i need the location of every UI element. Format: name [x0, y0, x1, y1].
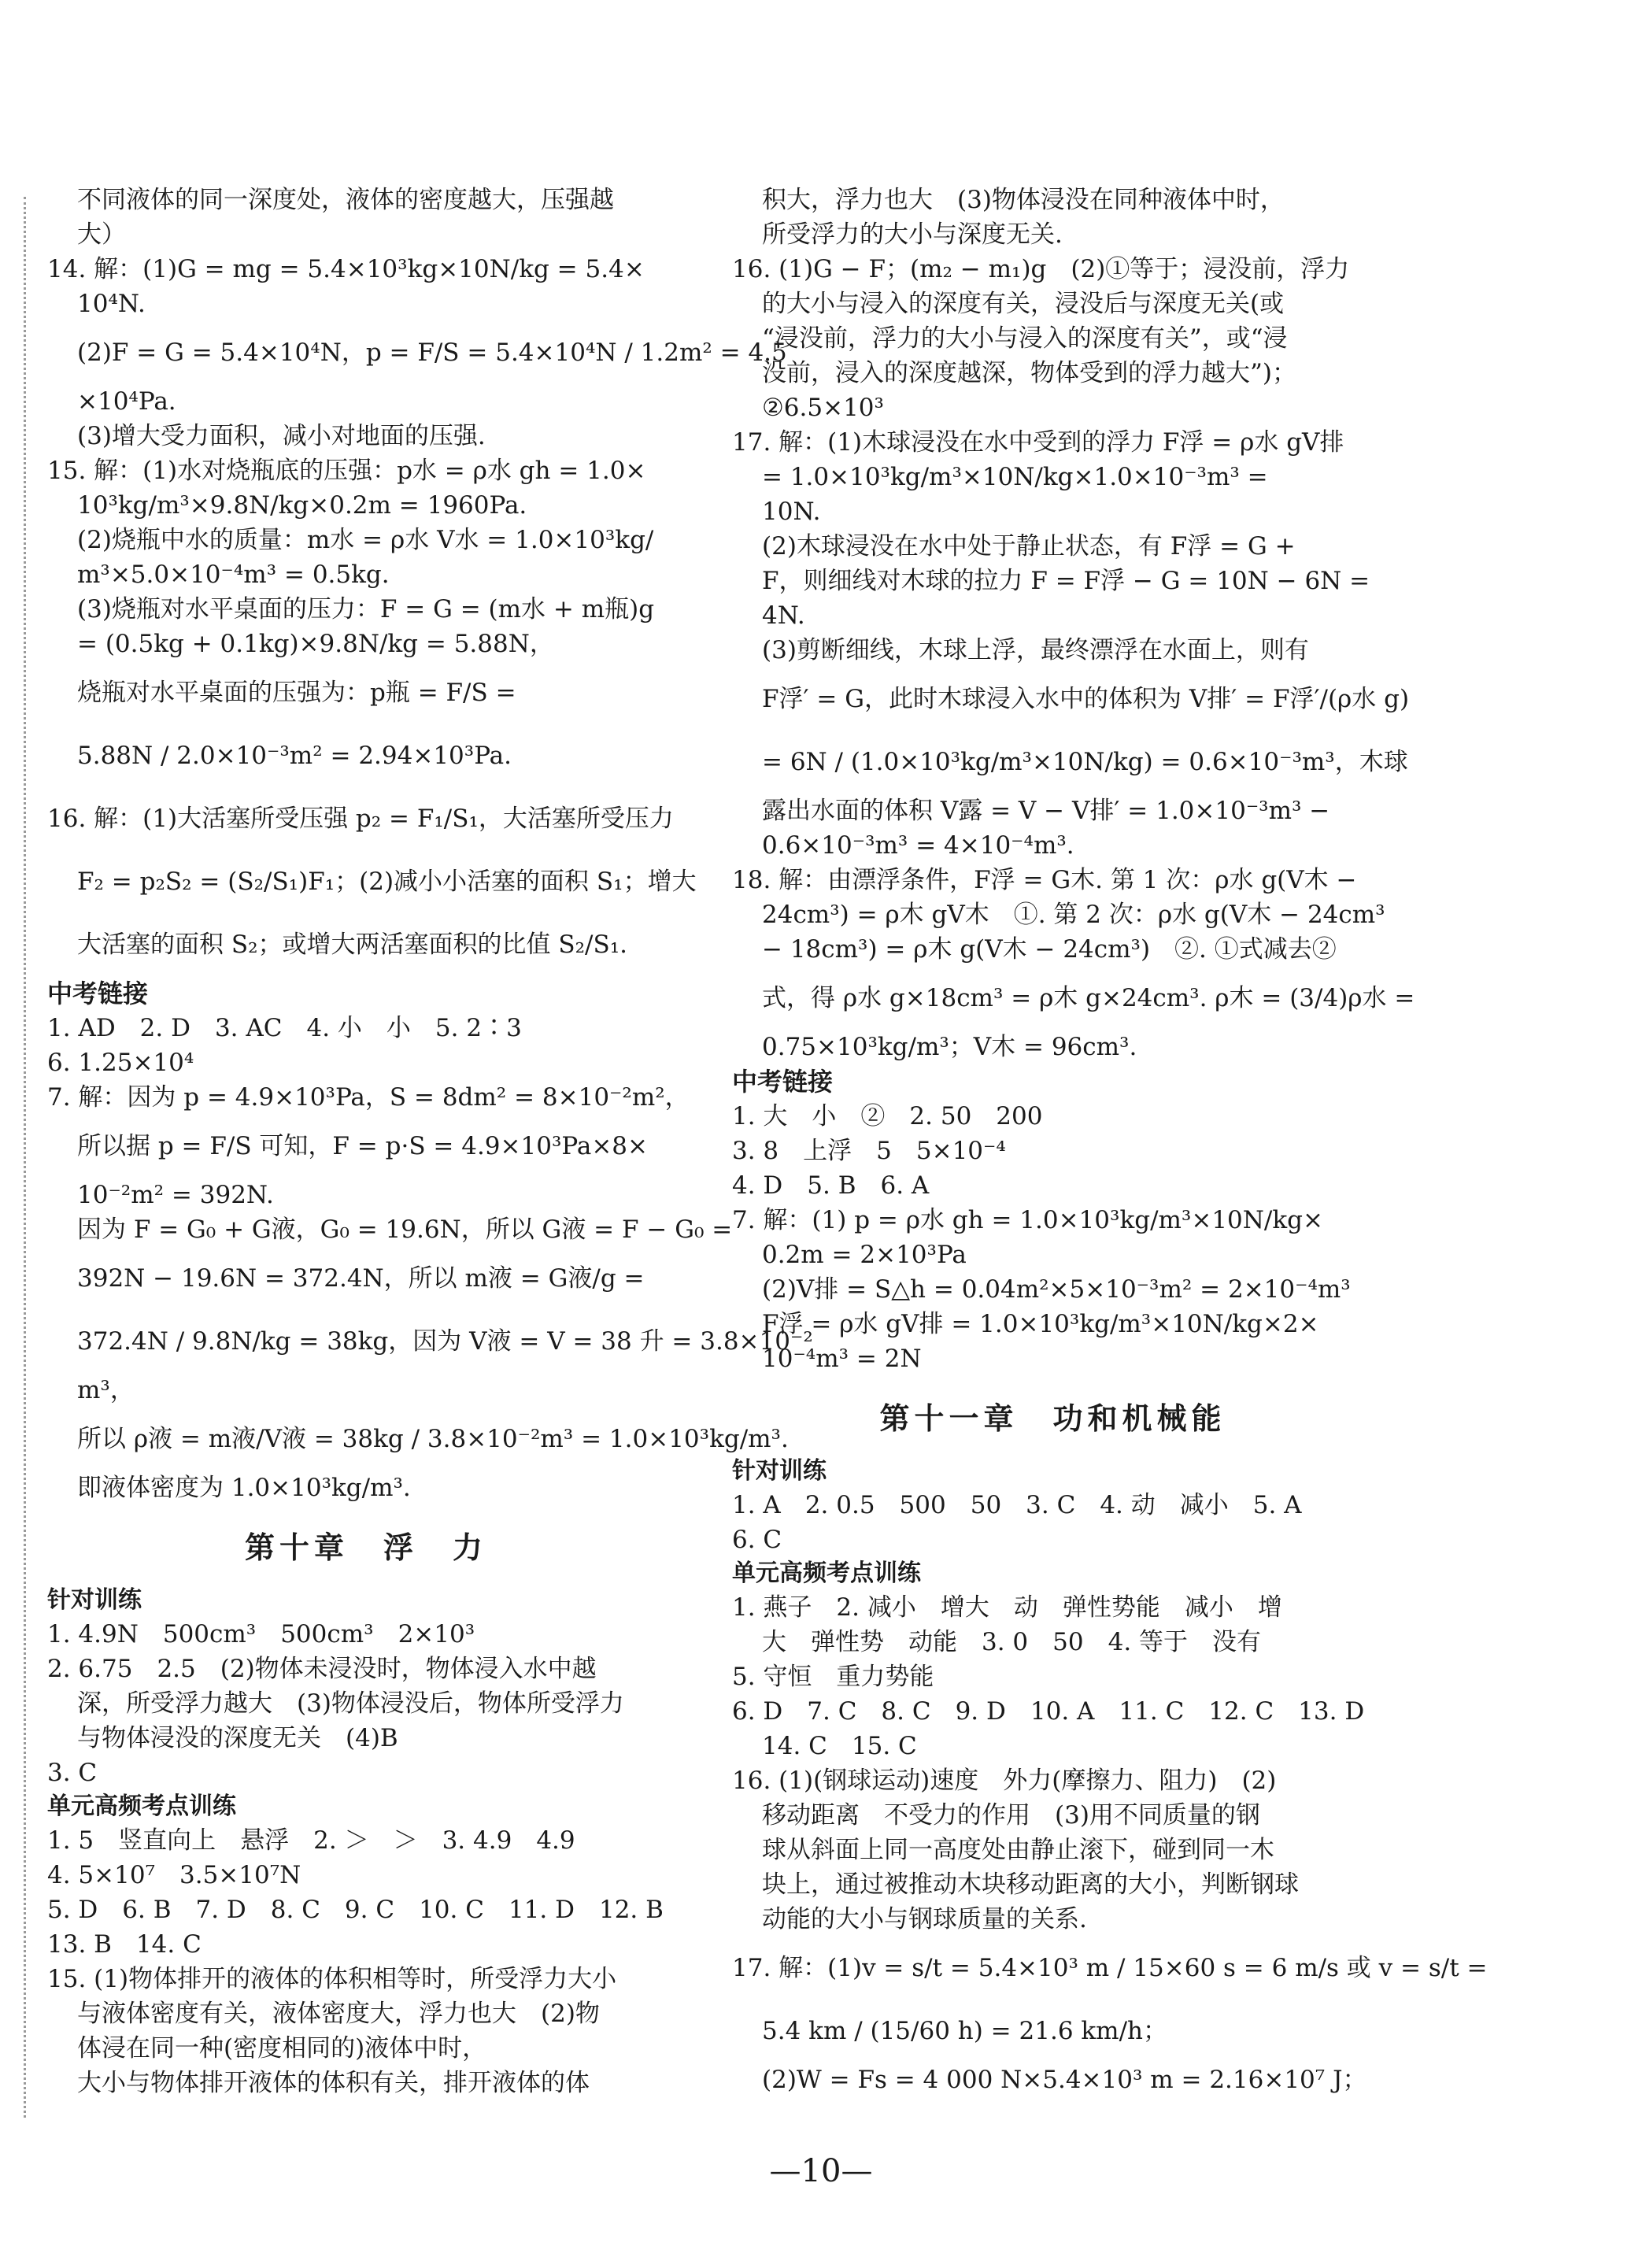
text-line: 3. C: [47, 1759, 98, 1787]
section-heading: 针对训练: [47, 1586, 142, 1614]
formula-line: F₂ = p₂S₂ = (S₂/S₁)F₁；(2)减小小活塞的面积 S₁；增大: [77, 868, 697, 896]
page-number: —10—: [769, 2153, 873, 2189]
text-line: 1. AD 2. D 3. AC 4. 小 小 5. 2∶3: [47, 1014, 522, 1042]
text-line: (3)剪断细线，木球上浮，最终漂浮在水面上，则有: [762, 636, 1309, 664]
text-line: “浸没前，浮力的大小与浸入的深度有关”，或“浸: [762, 324, 1288, 353]
text-line: 因为 F = G₀ + G液，G₀ = 19.6N，所以 G液 = F − G₀ =: [77, 1215, 733, 1244]
text-line: m³×5.0×10⁻⁴m³ = 0.5kg.: [77, 561, 390, 589]
text-line: 即液体密度为 1.0×10³kg/m³.: [77, 1474, 411, 1502]
answer-7-pressure: 7. 解：(1) p = ρ水 gh = 1.0×10³kg/m³×10N/kg×: [732, 1206, 1323, 1234]
text-line: 不同液体的同一深度处，液体的密度越大，压强越: [77, 186, 614, 214]
text-line: 露出水面的体积 V露 = V − V排′ = 1.0×10⁻³m³ −: [762, 797, 1330, 825]
section-heading: 单元高频考点训练: [732, 1559, 921, 1587]
text-line: 5. D 6. B 7. D 8. C 9. C 10. C 11. D 12. B: [47, 1896, 664, 1924]
text-line: F浮 = ρ水 gV排 = 1.0×10³kg/m³×10N/kg×2×: [762, 1310, 1319, 1338]
text-line: 没前，浸入的深度越深，物体受到的浮力越大”)；: [762, 359, 1296, 387]
text-line: 13. B 14. C: [47, 1930, 202, 1959]
text-line: = (0.5kg + 0.1kg)×9.8N/kg = 5.88N，: [77, 630, 554, 658]
answer-15-floating: 15. (1)物体排开的液体的体积相等时，所受浮力大小: [47, 1965, 617, 1993]
text-line: 0.6×10⁻³m³ = 4×10⁻⁴m³.: [762, 831, 1074, 860]
text-line: 0.75×10³kg/m³；V木 = 96cm³.: [762, 1033, 1137, 1061]
formula-line: 5.4 km / (15/60 h) = 21.6 km/h；: [762, 2017, 1167, 2045]
text-line: 大）: [77, 220, 126, 249]
right-column: [732, 183, 1488, 2097]
formula-line: 372.4N / 9.8N/kg = 38kg，因为 V液 = V = 38 升 = 3.8×10⁻²: [77, 1327, 813, 1356]
text-line: 0.2m = 2×10³Pa: [762, 1241, 967, 1269]
text-line: 深，所受浮力越大 (3)物体浸没后，物体所受浮力: [77, 1689, 624, 1718]
text-line: 1. 燕子 2. 减小 增大 动 弹性势能 减小 增: [732, 1593, 1282, 1622]
text-line: 1. 大 小 ② 2. 50 200: [732, 1102, 1043, 1130]
column-divider: [24, 197, 26, 2118]
formula-line: (2)F = G = 5.4×10⁴N，p = F/S = 5.4×10⁴N / 1.2m² = 4.5: [77, 339, 787, 367]
text-line: 3. 8 上浮 5 5×10⁻⁴: [732, 1137, 1006, 1165]
text-line: 14. C 15. C: [762, 1732, 917, 1760]
text-line: (2)W = Fs = 4 000 N×5.4×10³ m = 2.16×10⁷ J；: [762, 2066, 1367, 2094]
text-line: 6. 1.25×10⁴: [47, 1049, 194, 1077]
formula-line: 所以据 p = F/S 可知，F = p·S = 4.9×10³Pa×8×: [77, 1132, 649, 1160]
chapter-title: 第十一章 功和机械能: [879, 1401, 1226, 1436]
text-line: 10³kg/m³×9.8N/kg×0.2m = 1960Pa.: [77, 491, 527, 520]
answer-17-work: 17. 解：(1)v = s/t = 5.4×10³ m / 15×60 s = 6 m/s 或 v = s/t =: [732, 1954, 1488, 1982]
text-line: (3)增大受力面积，减小对地面的压强.: [77, 422, 486, 450]
text-line: 2. 6.75 2.5 (2)物体未浸没时，物体浸入水中越: [47, 1655, 597, 1683]
text-line: 大 弹性势 动能 3. 0 50 4. 等于 没有: [762, 1628, 1262, 1656]
text-line: 块上，通过被推动木块移动距离的大小，判断钢球: [762, 1870, 1299, 1899]
text-line: 与液体密度有关，液体密度大，浮力也大 (2)物: [77, 2000, 600, 2028]
text-line: − 18cm³) = ρ木 g(V木 − 24cm³) ②. ①式减去②: [762, 935, 1337, 964]
formula-line: 392N − 19.6N = 372.4N，所以 m液 = G液/g =: [77, 1264, 645, 1293]
text-line: 大小与物体排开液体的体积有关，排开液体的体: [77, 2069, 590, 2097]
formula-line: 5.88N / 2.0×10⁻³m² = 2.94×10³Pa.: [77, 742, 512, 770]
text-line: 4. D 5. B 6. A: [732, 1171, 930, 1200]
text-line: 24cm³) = ρ木 gV木 ①. 第 2 次：ρ水 g(V木 − 24cm³: [762, 901, 1385, 929]
formula-line: 所以 ρ液 = m液/V液 = 38kg / 3.8×10⁻²m³ = 1.0×10³kg/m³.: [77, 1425, 789, 1453]
text-line: 1. 5 竖直向上 悬浮 2. ＞ ＞ 3. 4.9 4.9: [47, 1826, 575, 1855]
text-line: = 1.0×10³kg/m³×10N/kg×1.0×10⁻³m³ =: [762, 463, 1268, 491]
text-line: (2)V排 = S△h = 0.04m²×5×10⁻³m² = 2×10⁻⁴m³: [762, 1275, 1351, 1304]
text-line: 1. 4.9N 500cm³ 500cm³ 2×10³: [47, 1620, 475, 1648]
text-line: F，则细线对木球的拉力 F = F浮 − G = 10N − 6N =: [762, 567, 1370, 595]
text-line: 10⁴N.: [77, 290, 146, 318]
text-line: (2)木球浸没在水中处于静止状态，有 F浮 = G +: [762, 532, 1296, 561]
text-line: 5. 守恒 重力势能: [732, 1663, 934, 1691]
formula-line: 烧瓶对水平桌面的压强为：p瓶 = F/S =: [77, 679, 516, 707]
answer-18: 18. 解：由漂浮条件，F浮 = G木. 第 1 次：ρ水 g(V木 −: [732, 866, 1357, 894]
text-line: 积大，浮力也大 (3)物体浸没在同种液体中时，: [762, 186, 1285, 214]
text-line: 体浸在同一种(密度相同的)液体中时，: [77, 2034, 487, 2063]
answer-16-energy: 16. (1)(钢球运动)速度 外力(摩擦力、阻力) (2): [732, 1767, 1277, 1795]
text-line: m³，: [77, 1376, 135, 1404]
text-line: 的大小与浸入的深度有关，浸没后与深度无关(或: [762, 290, 1285, 318]
text-line: 所受浮力的大小与深度无关.: [762, 220, 1063, 249]
formula-line: = 6N / (1.0×10³kg/m³×10N/kg) = 0.6×10⁻³m³，木球: [762, 748, 1408, 776]
text-line: ②6.5×10³: [762, 394, 884, 422]
text-line: 10⁻⁴m³ = 2N: [762, 1345, 922, 1373]
section-heading: 单元高频考点训练: [47, 1793, 236, 1820]
section-heading: 针对训练: [732, 1457, 827, 1485]
formula-line: 大活塞的面积 S₂；或增大两活塞面积的比值 S₂/S₁.: [77, 931, 627, 959]
text-line: 球从斜面上同一高度处由静止滚下，碰到同一木: [762, 1836, 1274, 1864]
chapter-title: 第十章 浮 力: [244, 1530, 487, 1565]
text-line: 1. A 2. 0.5 500 50 3. C 4. 动 减小 5. A: [732, 1491, 1302, 1519]
formula-line: F浮′ = G，此时木球浸入水中的体积为 V排′ = F浮′/(ρ水 g): [762, 685, 1410, 713]
formula-line: 式，得 ρ水 g×18cm³ = ρ木 g×24cm³. ρ木 = (3/4)ρ水 =: [762, 984, 1415, 1012]
section-heading: 中考链接: [47, 979, 149, 1008]
text-line: 6. C: [732, 1526, 782, 1554]
answer-15: 15. 解：(1)水对烧瓶底的压强：p水 = ρ水 gh = 1.0×: [47, 457, 646, 485]
text-line: (3)烧瓶对水平桌面的压力：F = G = (m水 + m瓶)g: [77, 595, 655, 623]
text-line: 与物体浸没的深度无关 (4)B: [77, 1724, 398, 1752]
text-line: 4N.: [762, 601, 805, 630]
text-line: 6. D 7. C 8. C 9. D 10. A 11. C 12. C 13. D: [732, 1697, 1365, 1726]
text-line: ×10⁴Pa.: [77, 387, 176, 416]
text-line: 移动距离 不受力的作用 (3)用不同质量的钢: [762, 1801, 1260, 1830]
text-line: 4. 5×10⁷ 3.5×10⁷N: [47, 1861, 301, 1889]
text-line: (2)烧瓶中水的质量：m水 = ρ水 V水 = 1.0×10³kg/: [77, 526, 654, 554]
text-line: 10⁻²m² = 392N.: [77, 1181, 274, 1209]
answer-14: 14. 解：(1)G = mg = 5.4×10³kg×10N/kg = 5.4×: [47, 255, 645, 283]
answer-16-buoyancy: 16. (1)G − F；(m₂ − m₁)g (2)①等于；浸没前，浮力: [732, 255, 1350, 283]
answer-16: 16. 解：(1)大活塞所受压强 p₂ = F₁/S₁，大活塞所受压力: [47, 805, 674, 833]
text-line: 10N.: [762, 498, 821, 526]
answer-17: 17. 解：(1)木球浸没在水中受到的浮力 F浮 = ρ水 gV排: [732, 428, 1344, 457]
section-heading: 中考链接: [732, 1067, 834, 1097]
text-line: 动能的大小与钢球质量的关系.: [762, 1905, 1087, 1933]
answer-7: 7. 解：因为 p = 4.9×10³Pa，S = 8dm² = 8×10⁻²m²，: [47, 1083, 690, 1112]
